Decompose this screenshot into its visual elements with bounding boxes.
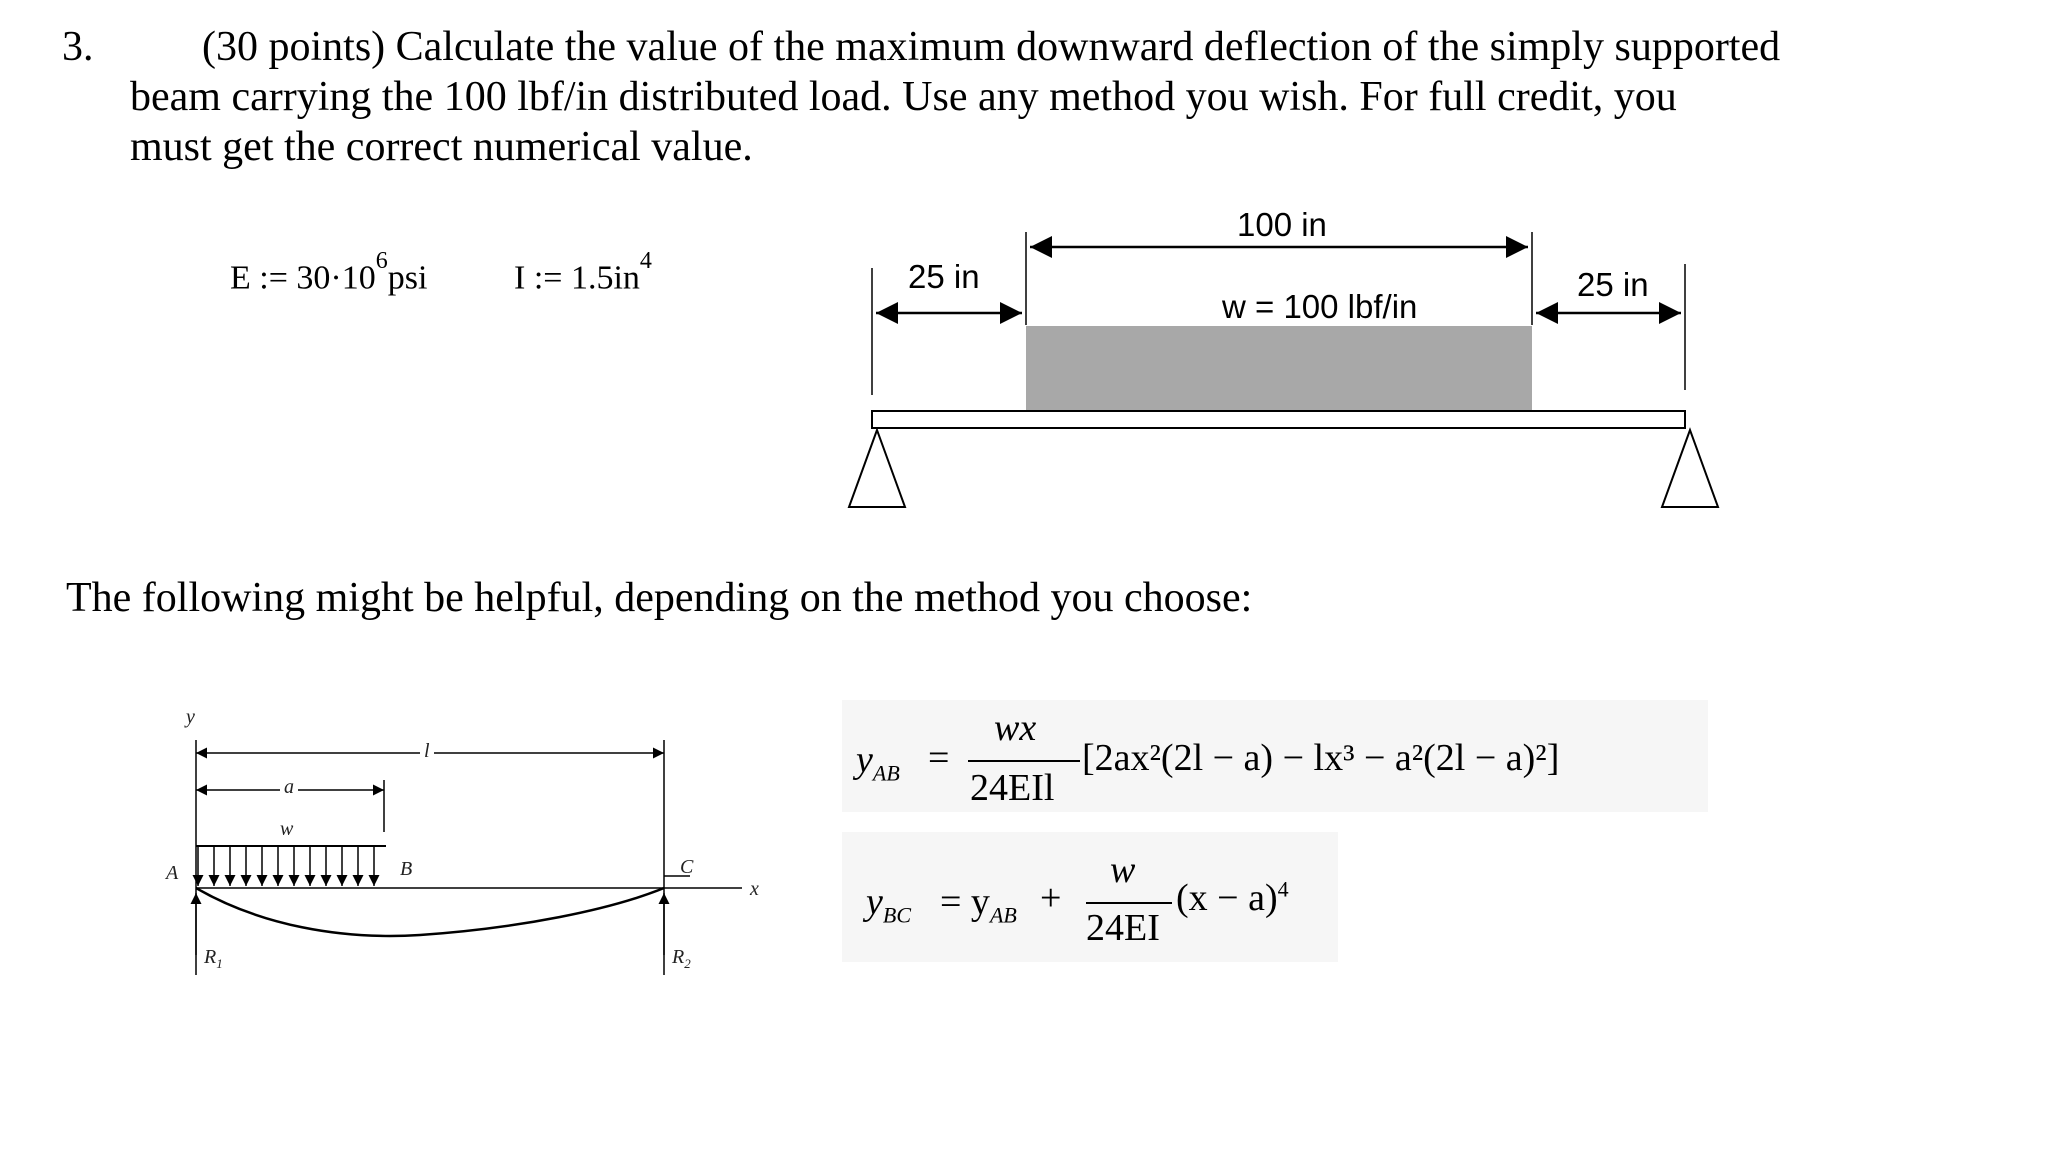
given-I-text: I := 1.5in (514, 259, 640, 297)
ref-R1-sub: 1 (216, 956, 223, 971)
formula-ybc-mid (940, 880, 1017, 929)
ref-label-C: C (680, 856, 694, 878)
ref-label-R1 (204, 946, 223, 972)
load-label: w = 100 lbf/in (1222, 288, 1418, 325)
ref-label-w: w (280, 818, 294, 840)
span-label: 100 in (1237, 206, 1327, 243)
given-I-exponent: 4 (639, 248, 652, 274)
given-E-text: E := 30·10 (230, 259, 376, 297)
yab-lhs-y: y (856, 739, 873, 781)
yab-num-text: wx (994, 707, 1037, 749)
distributed-load-block (1026, 326, 1532, 410)
ybc-mid-text: = y (940, 881, 990, 923)
ybc-mid-sub: AB (989, 902, 1017, 928)
right-span-label: 25 in (1577, 266, 1649, 303)
helpful-text: The following might be helpful, depending on the method you choose: (66, 575, 1253, 621)
ybc-tail-text: (x − a) (1176, 877, 1278, 919)
ybc-lhs-y: y (866, 881, 883, 923)
ybc-tail-exp: 4 (1277, 876, 1289, 902)
ref-label-x: x (750, 878, 759, 900)
problem-line-1: (30 points) Calculate the value of the maximum downward deflection of the simply supported (202, 24, 1781, 70)
ybc-num-text: w (1110, 849, 1136, 891)
problem-line-3: must get the correct numerical value. (130, 124, 753, 170)
formula-ybc-denominator: 24EI (1086, 907, 1160, 949)
formula-yab-numerator (994, 706, 1036, 750)
left-span-label: 25 in (908, 258, 980, 295)
ref-label-B: B (400, 858, 413, 880)
formula-ybc-plus: + (1040, 877, 1062, 919)
ref-label-y: y (186, 706, 195, 728)
given-E-unit: psi (387, 259, 428, 297)
ref-label-R2 (672, 946, 691, 972)
ybc-lhs-sub: BC (882, 902, 911, 928)
yab-lhs-sub: AB (872, 760, 900, 786)
beam (872, 411, 1685, 428)
ref-load-arrows (198, 846, 374, 886)
formula-yab-lhs (856, 738, 900, 787)
formula-yab-bracket: [2ax²(2l − a) − lx³ − a²(2l − a)²] (1082, 737, 1560, 779)
ref-R2-text: R (672, 946, 685, 968)
problem-line-2: beam carrying the 100 lbf/in distributed load. Use any method you wish. For full credit, you (130, 74, 1677, 120)
formula-ybc-numerator (1110, 848, 1135, 892)
formula-ybc-tail (1176, 876, 1289, 920)
problem-number: 3. (62, 24, 94, 70)
ref-label-l: l (420, 740, 434, 763)
formula-yab-fraction-bar (968, 760, 1080, 762)
formula-ybc-fraction-bar (1086, 902, 1172, 904)
ref-deflection-curve (196, 888, 664, 936)
ref-label-A: A (166, 862, 179, 884)
ref-R1-text: R (204, 946, 217, 968)
formula-ybc-lhs (866, 880, 911, 929)
formula-yab-equals: = (928, 737, 950, 779)
ref-R2-sub: 2 (684, 956, 691, 971)
given-E-exponent: 6 (375, 248, 388, 274)
ref-label-a: a (280, 776, 298, 799)
formula-yab-denominator: 24EIl (970, 767, 1055, 809)
right-support (1662, 430, 1718, 507)
reference-diagram (196, 740, 742, 975)
left-support (849, 430, 905, 507)
